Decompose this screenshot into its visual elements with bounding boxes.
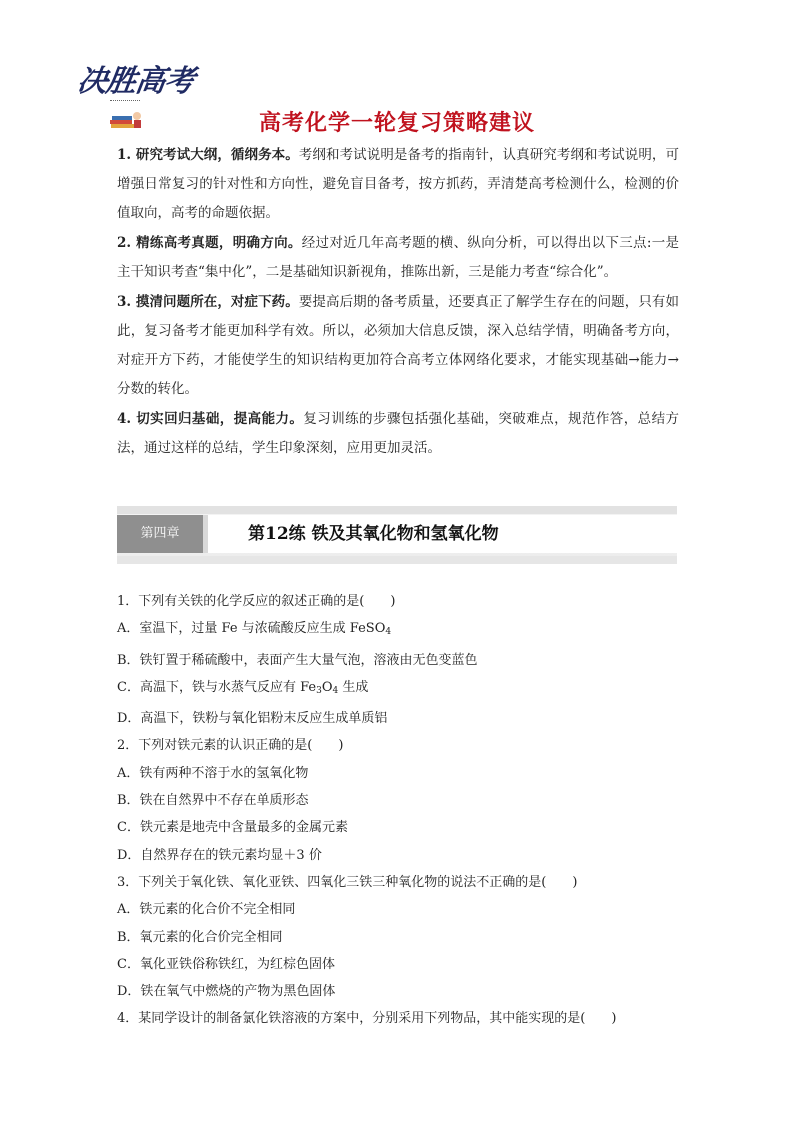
question-2-option-d: D．自然界存在的铁元素均显＋3 价 [117,847,322,863]
strategy-body: 考纲和考试说明是备考的指南针，认真研究考纲和考试说明，可增强日常复习的针对性和方向性，避免盲目备考，按方抓药，弄清楚高考检测什么，检测的价值取向，高考的命题依据。 [117,147,680,221]
question-4: 4．某同学设计的制备氯化铁溶液的方案中，分别采用下列物品，其中能实现的是( ) [117,1011,617,1027]
question-3-option-d: D．铁在氧气中燃烧的产物为黑色固体 [117,984,336,1000]
banner-top-stripe [117,506,677,514]
question-list [117,588,677,1033]
question-1: 1．下列有关铁的化学反应的叙述正确的是( ) [117,594,396,609]
strategy-item-3 [117,288,679,404]
question-1-option-c [117,674,677,705]
question-2-option-a: A．铁有两种不溶于水的氢氧化物 [117,765,309,781]
question-2-option-c: C．铁元素是地壳中含量最多的金属元素 [117,820,348,836]
strategy-heading: 2. 精练高考真题，明确方向。 [117,235,302,251]
strategy-item-1 [117,141,679,228]
strategy-body: 经过对近几年高考题的横、纵向分析，可以得出以下三点:一是主干知识考查“集中化”，二是基础知识新视角，推陈出新，三是能力考查“综合化”。 [117,235,679,280]
subscript: 3 [316,685,322,696]
chapter-banner [117,506,677,564]
strategy-body: 复习训练的步骤包括强化基础，突破难点，规范作答，总结方法，通过这样的总结，学生印象深刻，应用更加灵活。 [117,411,680,456]
chapter-title: 第12练 铁及其氧化物和氢氧化物 [248,524,499,544]
question-1-option-b: B．铁钉置于稀硫酸中，表面产生大量气泡，溶液由无色变蓝色 [117,652,478,668]
option-text: O [321,679,333,695]
strategy-heading: 4. 切实回归基础，提高能力。 [117,411,304,427]
chapter-tag: 第四章 [117,515,203,553]
question-3: 3．下列关于氧化铁、氧化亚铁、四氧化三铁三种氧化物的说法不正确的是( ) [117,874,578,890]
strategy-body: 要提高后期的备考质量，还要真正了解学生存在的问题，只有如此，复习备考才能更加科学有效。所以，必须加大信息反馈，深入总结学情，明确备考方向，对症开方下药，才能使学生的知识结构更加符合高考立体网络化要求，才能实现基础→能力→分数的转化。 [117,294,680,397]
logo-text: 决胜高考 [75,64,196,99]
subscript: 4 [385,627,392,638]
strategy-heading: 3. 摸清问题所在，对症下药。 [117,294,299,310]
banner-bottom-stripe [117,556,677,564]
question-3-option-b: B．氧元素的化合价完全相同 [117,929,283,945]
question-3-option-c: C．氧化亚铁俗称铁红，为红棕色固体 [117,956,335,972]
subscript: 4 [332,685,339,696]
question-1-option-d: D．高温下，铁粉与氧化铝粉末反应生成单质铝 [117,711,388,727]
chapter-title-panel [203,515,677,553]
question-1-option-a [117,615,677,646]
strategy-section [117,141,679,464]
question-3-option-a: A．铁元素的化合价不完全相同 [117,902,296,918]
strategy-item-4 [117,405,679,463]
option-text: C．高温下，铁与水蒸气反应有 Fe [117,679,317,695]
option-text: 生成 [338,679,369,695]
question-2: 2．下列对铁元素的认识正确的是( ) [117,738,344,754]
strategy-item-2 [117,229,679,287]
page-title: 高考化学一轮复习策略建议 [258,111,535,136]
strategy-heading: 1. 研究考试大纲，循纲务本。 [117,147,299,163]
question-2-option-b: B．铁在自然界中不存在单质形态 [117,793,309,809]
option-text: A．室温下，过量 Fe 与浓硫酸反应生成 FeSO [117,621,386,637]
